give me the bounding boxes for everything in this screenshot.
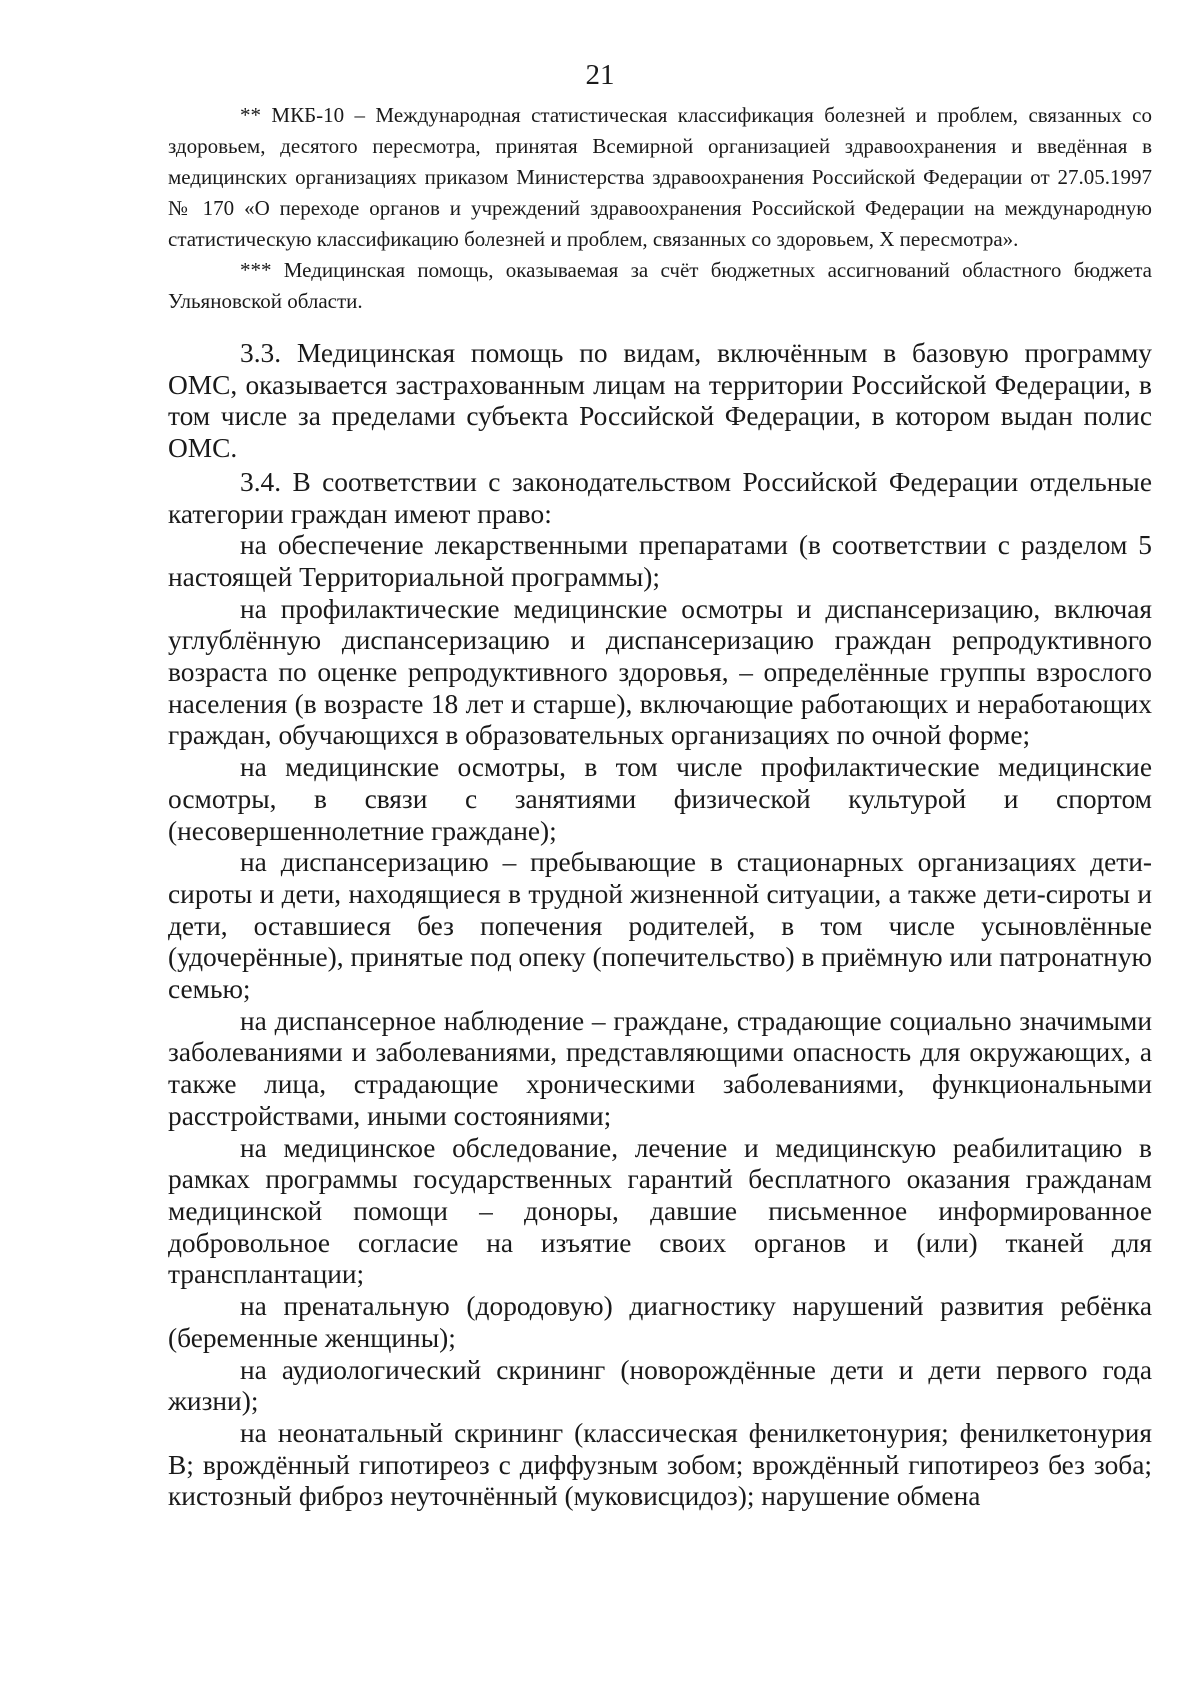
list-item-orphans-checkup: на диспансеризацию – пребывающие в стационарных организациях дети-сироты и дети, находящиеся в трудной жизненной ситуации, а также дети-сироты и дети, оставшиеся без попечения родителей, в том числе усыновлённые (удочерённые), принятые под опеку (попечительство) в приёмную или патронатную семью; bbox=[168, 847, 1152, 1005]
page-number: 21 bbox=[585, 59, 615, 91]
list-item-neonatal-screening: на неонатальный скрининг (классическая фенилкетонурия; фенилкетонурия B; врождённый гипотиреоз с диффузным зобом; врождённый гипотиреоз без зоба; кистозный фиброз неуточнённый (муковисцидоз); нарушение обмена bbox=[168, 1417, 1152, 1512]
main-text bbox=[168, 338, 1152, 1513]
paragraph-3-3: 3.3. Медицинская помощь по видам, включённым в базовую программу ОМС, оказывается застрахованным лицам на территории Российской Федерации, в том числе за пределами субъекта Российской Федерации, в котором выдан полис ОМС. bbox=[168, 338, 1152, 464]
paragraph-3-4: 3.4. В соответствии с законодательством Российской Федерации отдельные категории граждан имеют право: bbox=[168, 466, 1152, 529]
list-item-audiological-screening: на аудиологический скрининг (новорождённые дети и дети первого года жизни); bbox=[168, 1354, 1152, 1417]
list-item-dispensary-observation: на диспансерное наблюдение – граждане, страдающие социально значимыми заболеваниями и заболеваниями, представляющими опасность для окружающих, а также лица, страдающие хроническими заболеваниями, функциональными расстройствами, иными состояниями; bbox=[168, 1005, 1152, 1131]
list-item-donors: на медицинское обследование, лечение и медицинскую реабилитацию в рамках программы государственных гарантий бесплатного оказания гражданам медицинской помощи – доноры, давшие письменное информированное добровольное согласие на изъятие своих органов и (или) тканей для трансплантации; bbox=[168, 1132, 1152, 1290]
footnote-regional-budget: *** Медицинская помощь, оказываемая за счёт бюджетных ассигнований областного бюджета Ульяновской области. bbox=[168, 258, 1152, 313]
footnote-mkb: ** МКБ-10 – Международная статистическая классификация болезней и проблем, связанных со здоровьем, десятого пересмотра, принятая Всемирной организацией здравоохранения и введённая в медицинских организациях приказом Министерства здравоохранения Российской Федерации от 27.05.1997 № 170 «О переходе органов и учреждений здравоохранения Российской Федерации на международную статистическую классификацию болезней и проблем, связанных со здоровьем, X пересмотра». bbox=[168, 103, 1152, 251]
list-item-prenatal-diagnostics: на пренатальную (дородовую) диагностику нарушений развития ребёнка (беременные женщины); bbox=[168, 1291, 1152, 1353]
list-item-sports-exams: на медицинские осмотры, в том числе профилактические медицинские осмотры, в связи с занятиями физической культурой и спортом (несовершеннолетние граждане); bbox=[168, 752, 1152, 846]
footnotes bbox=[168, 100, 1152, 317]
list-item-medicines: на обеспечение лекарственными препаратами (в соответствии с разделом 5 настоящей Территориальной программы); bbox=[168, 530, 1152, 592]
list-item-preventive-exams: на профилактические медицинские осмотры и диспансеризацию, включая углублённую диспансеризацию и диспансеризацию граждан репродуктивного возраста по оценке репродуктивного здоровья, – определённые группы взрослого населения (в возрасте 18 лет и старше), включающие работающих и неработающих граждан, обучающихся в образовательных организациях по очной форме; bbox=[168, 593, 1152, 751]
